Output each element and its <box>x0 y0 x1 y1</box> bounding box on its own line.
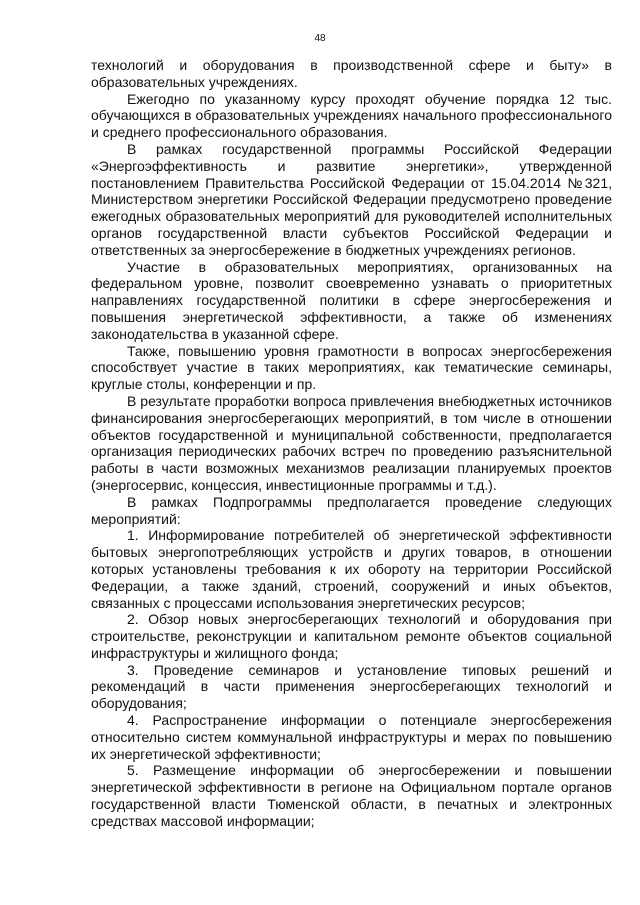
list-item-5: 5. Размещение информации об энергосбережении и повышении энергетической эффективности в регионе на Официальном портале органов государственной власти Тюменской области, в печатных и электронных средствах массовой информации; <box>91 762 612 829</box>
paragraph-subprogram-intro: В рамках Подпрограммы предполагается проведение следующих мероприятий: <box>91 493 612 527</box>
list-item-4: 4. Распространение информации о потенциале энергосбережения относительно систем коммунальной инфраструктуры и мерах по повышению их энергетической эффективности; <box>91 712 612 762</box>
list-item-3: 3. Проведение семинаров и установление типовых решений и рекомендаций в части применения энергосберегающих технологий и оборудования; <box>91 661 612 712</box>
paragraph-continuation: технологий и оборудования в производственной сфере и быту» в образовательных учреждениях. <box>91 57 612 90</box>
document-body <box>91 57 612 830</box>
list-item-1: 1. Информирование потребителей об энергетической эффективности бытовых энергопотребляющих устройств и других товаров, в отношении которых установлены требования к их обороту на территории Российской Федерации, а также зданий, строений, сооружений и иных объектов, связанных с процессами использования энергетических ресурсов; <box>91 527 612 611</box>
paragraph-funding: В результате проработки вопроса привлечения внебюджетных источников финансирования энергосберегающих мероприятий, в том числе в отношении объектов государственной и муниципальной собственности, предполагается организация периодических рабочих встреч по проведению разъяснительной работы в части возможных механизмов реализации планируемых проектов (энергосервис, концессия, инвестиционные программы и т.д.). <box>91 392 612 493</box>
list-item-2: 2. Обзор новых энергосберегающих технологий и оборудования при строительстве, реконструкции и капитальном ремонте объектов социальной инфраструктуры и жилищного фонда; <box>91 611 612 661</box>
paragraph-literacy: Также, повышению уровня грамотности в вопросах энергосбережения способствует участие в таких мероприятиях, как тематические семинары, круглые столы, конференции и пр. <box>91 342 612 393</box>
paragraph-state-program: В рамках государственной программы Российской Федерации «Энергоэффективность и развитие энергетики», утвержденной постановлением Правительства Российской Федерации от 15.04.2014 №321, Министерством энергетики Российской Федерации предусмотрено проведение ежегодных образовательных мероприятий для руководителей исполнительных органов государственной власти субъектов Российской Федерации и ответственных за энергосбережение в бюджетных учреждениях регионов. <box>91 140 612 258</box>
paragraph-federal-events: Участие в образовательных мероприятиях, организованных на федеральном уровне, позволит своевременно узнавать о приоритетных направлениях государственной политики в сфере энергосбережения и повышения энергетической эффективности, а также об изменениях законодательства в указанной сфере. <box>91 258 612 342</box>
page-number: 48 <box>314 33 326 44</box>
paragraph-training-stats: Ежегодно по указанному курсу проходят обучение порядка 12 тыс. обучающихся в образовательных учреждениях начального профессионального и среднего профессионального образования. <box>91 90 612 141</box>
